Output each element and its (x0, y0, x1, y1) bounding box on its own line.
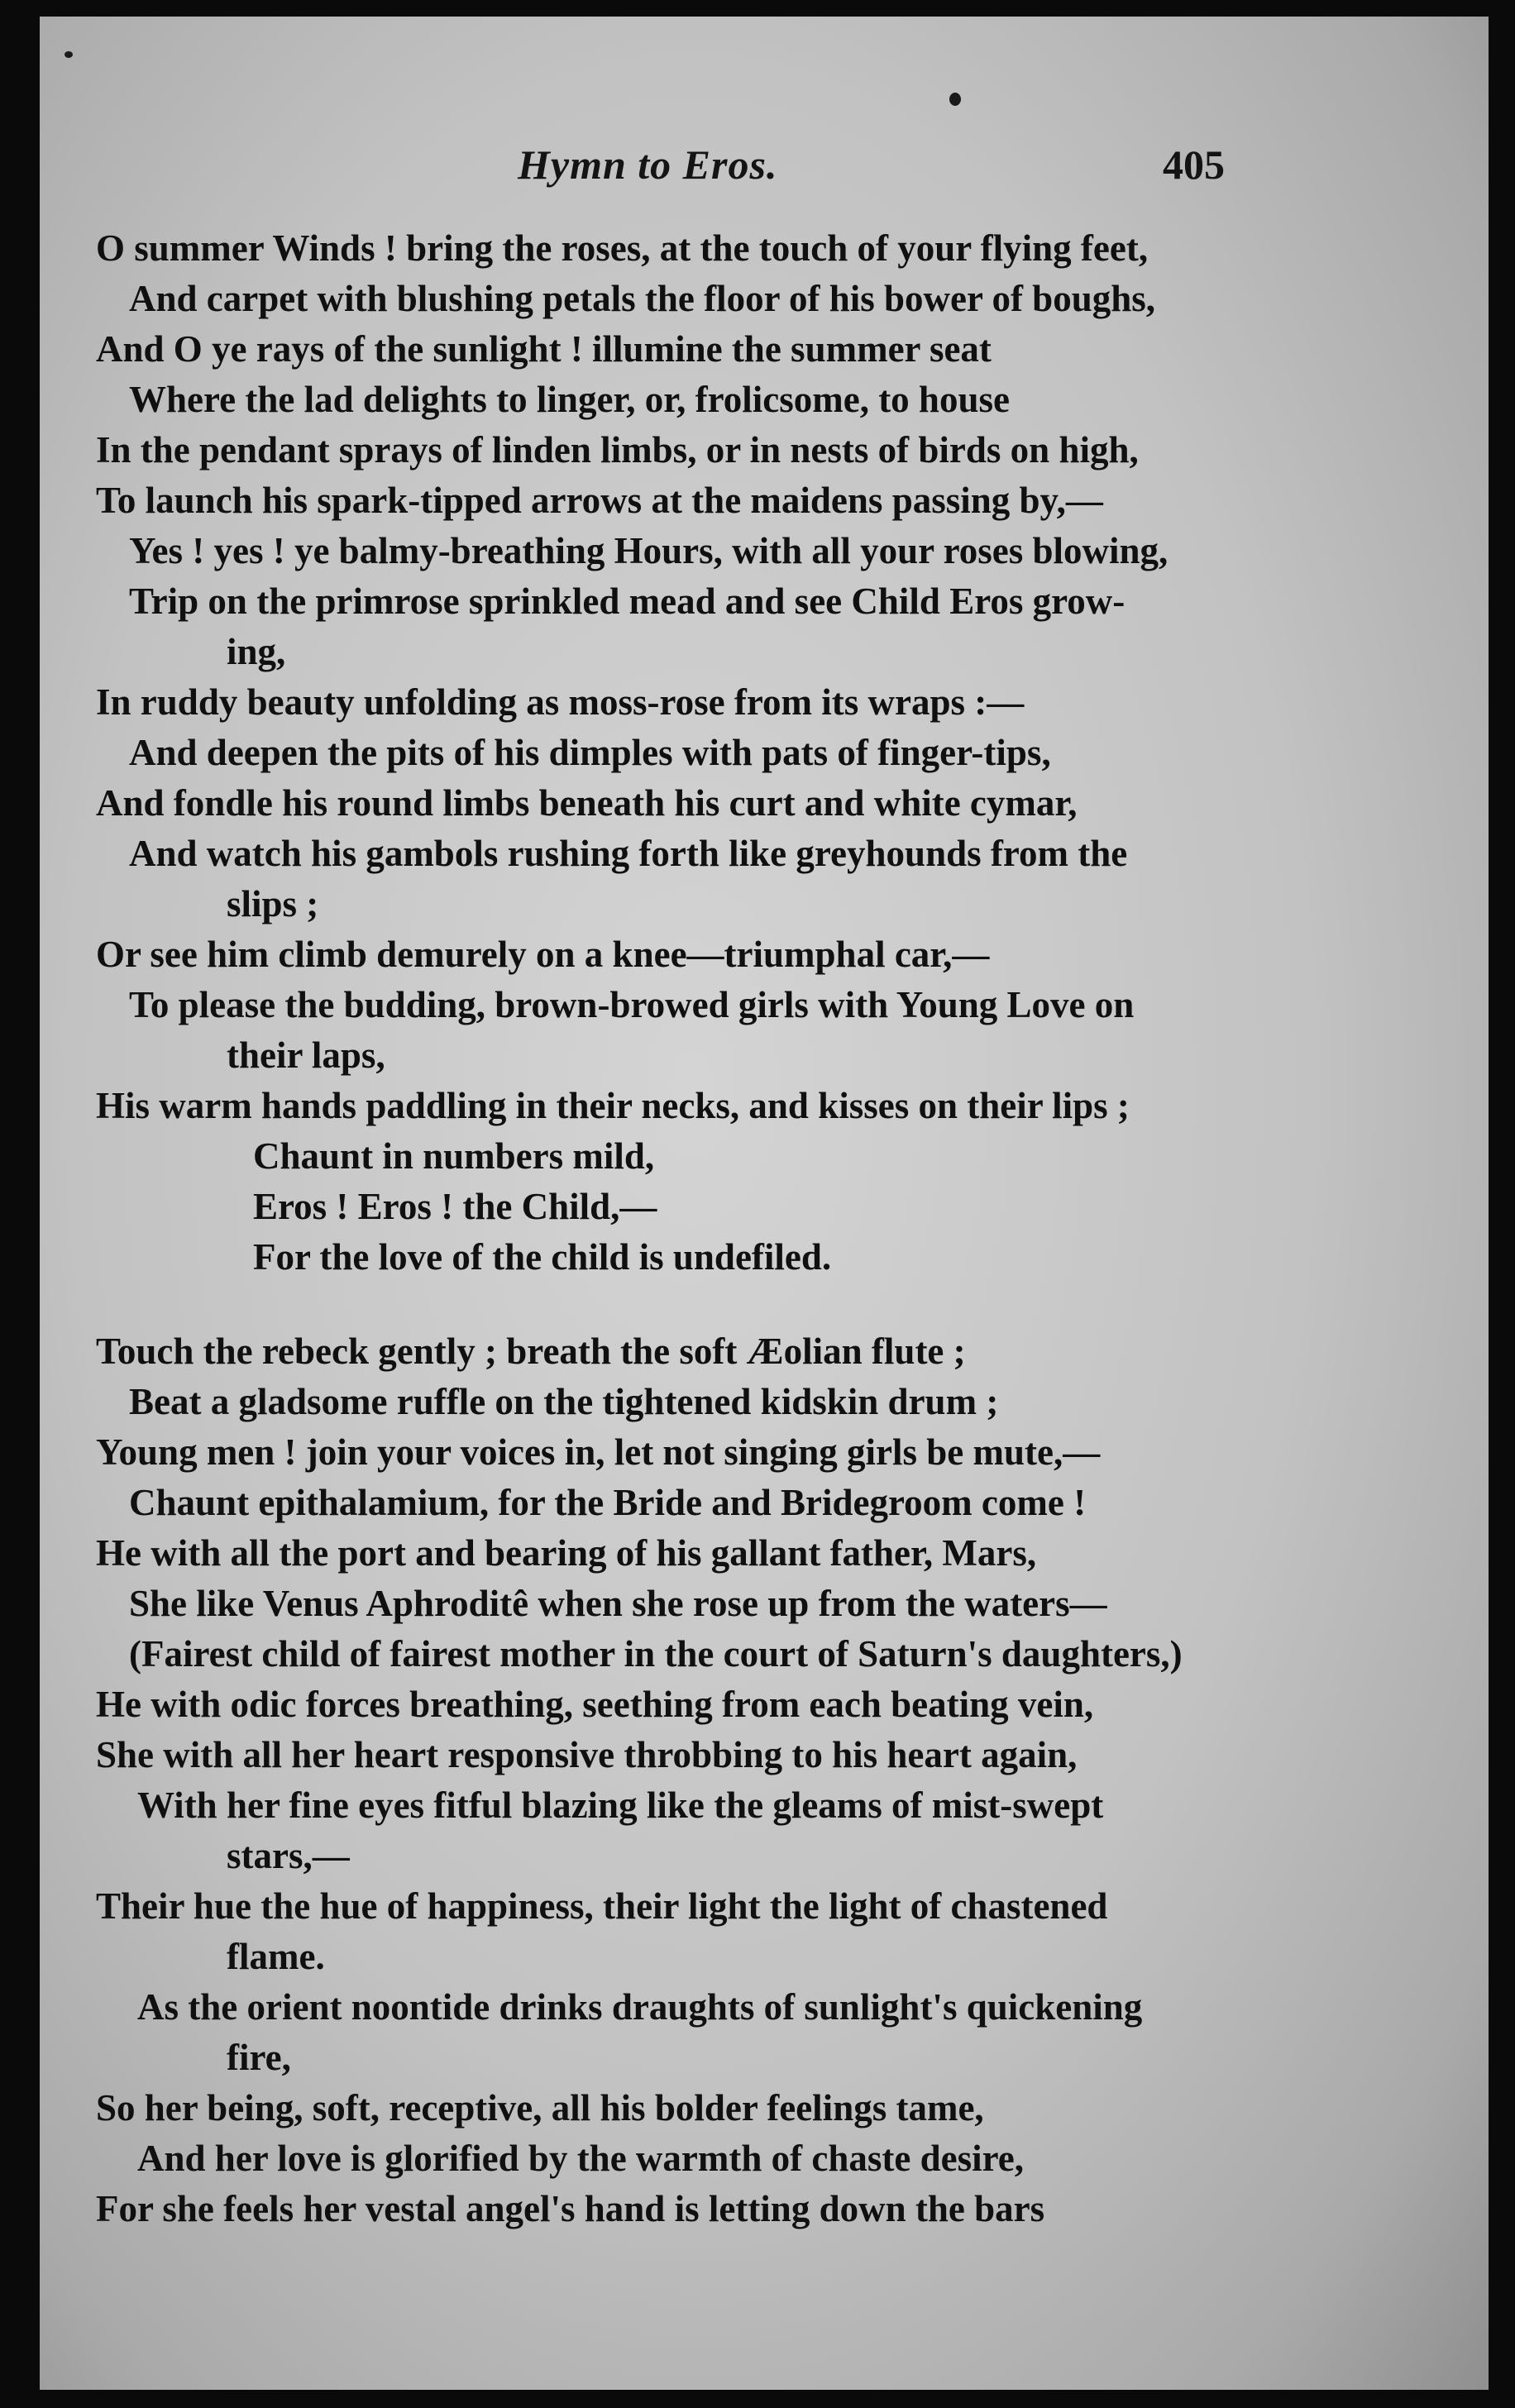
poem-line: She with all her heart responsive throbbing to his heart again, (96, 1734, 1078, 1775)
poem-line: fire, (227, 2037, 291, 2078)
ink-speck (65, 51, 73, 58)
poem-line: In ruddy beauty unfolding as moss-rose from its wraps :— (96, 681, 1025, 723)
poem-line: As the orient noontide drinks draughts of sunlight's quickening (137, 1986, 1143, 2028)
poem-line: flame. (227, 1936, 325, 1977)
poem-line: their laps, (227, 1034, 385, 1076)
poem-line: He with odic forces breathing, seething from each beating vein, (96, 1684, 1094, 1725)
poem-line: With her fine eyes fitful blazing like the gleams of mist-swept (137, 1784, 1104, 1826)
poem-line: Their hue the hue of happiness, their light the light of chastened (96, 1885, 1108, 1927)
poem-line: So her being, soft, receptive, all his bolder feelings tame, (96, 2087, 984, 2128)
poem-line: Yes ! yes ! ye balmy-breathing Hours, with all your roses blowing, (129, 530, 1169, 571)
poem-line: And her love is glorified by the warmth of chaste desire, (137, 2138, 1025, 2179)
ink-speck (949, 93, 961, 106)
poem-line: O summer Winds ! bring the roses, at the touch of your flying feet, (96, 227, 1149, 269)
poem-line: Chaunt in numbers mild, (253, 1135, 655, 1177)
poem-line: Or see him climb demurely on a knee—triumphal car,— (96, 934, 990, 975)
poem-line: He with all the port and bearing of his gallant father, Mars, (96, 1532, 1037, 1574)
poem-line: And fondle his round limbs beneath his curt and white cymar, (96, 782, 1078, 824)
poem-line: (Fairest child of fairest mother in the court of Saturn's daughters,) (129, 1633, 1183, 1675)
poem-line: Where the lad delights to linger, or, frolicsome, to house (129, 379, 1010, 420)
poem-line: Trip on the primrose sprinkled mead and see Child Eros grow- (129, 580, 1125, 622)
poem-line: And carpet with blushing petals the floor of his bower of boughs, (129, 278, 1156, 319)
poem-line: To launch his spark-tipped arrows at the maidens passing by,— (96, 480, 1103, 521)
poem-line: To please the budding, brown-browed girls with Young Love on (129, 984, 1135, 1025)
book-page (40, 17, 1489, 2390)
poem-line: Young men ! join your voices in, let not singing girls be mute,— (96, 1431, 1101, 1473)
poem-line: ing, (227, 631, 286, 672)
poem-line: Beat a gladsome ruffle on the tightened kidskin drum ; (129, 1381, 999, 1422)
poem-line: For the love of the child is undefiled. (253, 1236, 832, 1278)
poem-line: Eros ! Eros ! the Child,— (253, 1186, 657, 1227)
poem-line: slips ; (227, 883, 319, 924)
poem-line: She like Venus Aphroditê when she rose up from the waters— (129, 1583, 1107, 1624)
poem-line: And deepen the pits of his dimples with pats of finger-tips, (129, 732, 1051, 773)
poem-line: For she feels her vestal angel's hand is letting down the bars (96, 2188, 1045, 2229)
running-title: Hymn to Eros. (518, 141, 778, 188)
poem-line: His warm hands paddling in their necks, and kisses on their lips ; (96, 1085, 1130, 1126)
poem-line: Chaunt epithalamium, for the Bride and Bridegroom come ! (129, 1482, 1087, 1523)
page-number: 405 (1163, 141, 1225, 188)
poem-line: Touch the rebeck gently ; breath the soft Æolian flute ; (96, 1331, 966, 1372)
poem-line: In the pendant sprays of linden limbs, or in nests of birds on high, (96, 429, 1139, 471)
running-header (40, 141, 1489, 207)
poem-line: stars,— (227, 1835, 350, 1876)
poem-line: And O ye rays of the sunlight ! illumine the summer seat (96, 328, 992, 370)
poem-line: And watch his gambols rushing forth like greyhounds from the (129, 833, 1128, 874)
